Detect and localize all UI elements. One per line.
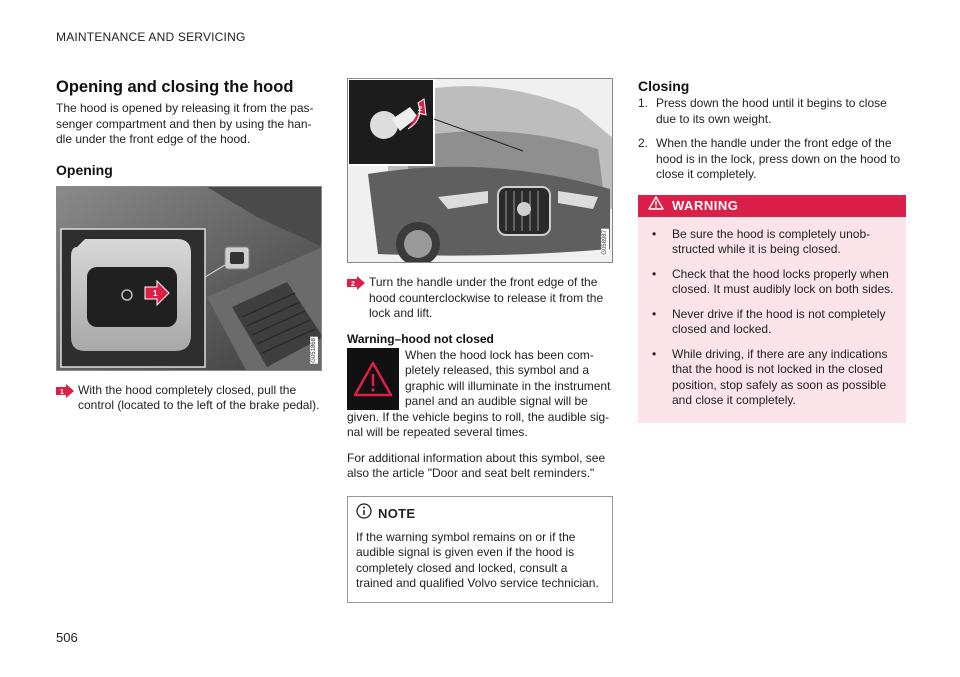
- step-2: [347, 275, 613, 322]
- note-header: [356, 503, 602, 524]
- column-1: [56, 78, 322, 414]
- hood-handle-photo: [347, 78, 613, 263]
- warning-item-text: Check that the hood locks properly when closed. It must audibly lock on both sides.: [672, 266, 894, 296]
- svg-text:1: 1: [60, 388, 64, 396]
- image-code: G058987: [602, 230, 608, 255]
- step-text: When the handle under the front edge of the hood is in the lock, press down on the hood to close it completely.: [656, 136, 901, 181]
- warning-text-b: given. If the vehicle begins to roll, the audible sig-nal will be repeated several times.: [347, 409, 610, 439]
- warning-box: [638, 195, 906, 423]
- column-2: [347, 78, 613, 603]
- warning-hood-not-closed-heading: Warning–hood not closed: [347, 331, 494, 346]
- hood-release-illustration: [57, 187, 322, 371]
- note-text: If the warning symbol remains on or if the audible signal is given even if the hood is completely closed and locked, consult a trained and qualified Volvo service technician.: [356, 529, 599, 590]
- warning-item: • Never drive if the hood is not completely closed and locked.: [648, 307, 896, 338]
- warning-item: • Be sure the hood is completely unob-structed while it is being closed.: [648, 227, 896, 258]
- warning-item: • While driving, if there are any indications that the hood is not locked in the closed position, stop safely as soon as possible and close it completely.: [648, 347, 896, 409]
- car-front-illustration: [348, 79, 613, 263]
- closing-heading: Closing: [638, 78, 690, 94]
- svg-text:2: 2: [418, 106, 422, 113]
- step-2-text: Turn the handle under the front edge of the hood counterclockwise to release it from the lock and lift.: [369, 275, 604, 320]
- opening-heading: Opening: [56, 161, 113, 178]
- warning-triangle-icon: [347, 348, 399, 410]
- warning-header: [638, 195, 906, 217]
- svg-text:2: 2: [351, 281, 355, 288]
- step-number: 1.: [638, 96, 649, 110]
- intro-paragraph: The hood is opened by releasing it from the pas-senger compartment and then by using the han-dle under the front edge of the hood.: [56, 101, 314, 146]
- note-box: [347, 496, 613, 603]
- svg-text:1: 1: [153, 288, 158, 298]
- info-icon: [356, 503, 372, 524]
- step-text: Press down the hood until it begins to close due to its own weight.: [656, 96, 887, 126]
- closing-step: [638, 96, 906, 127]
- additional-info: For additional information about this symbol, see also the article "Door and seat belt reminders.": [347, 450, 606, 480]
- step-1-text: With the hood completely closed, pull the control (located to the left of the brake pedal).: [78, 382, 320, 412]
- page-number: 506: [56, 630, 78, 645]
- warning-item-text: Never drive if the hood is not completely closed and locked.: [672, 306, 886, 336]
- column-3: [638, 78, 906, 423]
- step-1: [56, 383, 322, 414]
- warning-symbol-block: [347, 348, 613, 410]
- page-title: Opening and closing the hood: [56, 78, 294, 96]
- warning-item-text: While driving, if there are any indications that the hood is not locked in the closed position, stop safely as soon as possible and close it completely.: [672, 346, 888, 407]
- warning-item: • Check that the hood locks properly when closed. It must audibly lock on both sides.: [648, 267, 896, 298]
- image-code: G051868: [311, 337, 317, 363]
- note-title: NOTE: [378, 505, 416, 521]
- hood-release-photo: [56, 186, 322, 371]
- running-header: MAINTENANCE AND SERVICING: [56, 30, 246, 44]
- step-2-arrow-icon: [347, 276, 369, 290]
- closing-step: [638, 136, 906, 183]
- warning-item-text: Be sure the hood is completely unob-structed while it is being closed.: [672, 226, 871, 256]
- warning-triangle-icon: [648, 196, 664, 215]
- closing-steps: [638, 96, 906, 183]
- warning-text-a: When the hood lock has been com-pletely released, this symbol and a graphic will illuminate in the instrument panel and an audible signal will be: [405, 347, 611, 408]
- step-number: 2.: [638, 136, 649, 150]
- warning-list: [638, 217, 906, 423]
- step-1-arrow-icon: [56, 384, 78, 398]
- warning-title: WARNING: [672, 198, 739, 213]
